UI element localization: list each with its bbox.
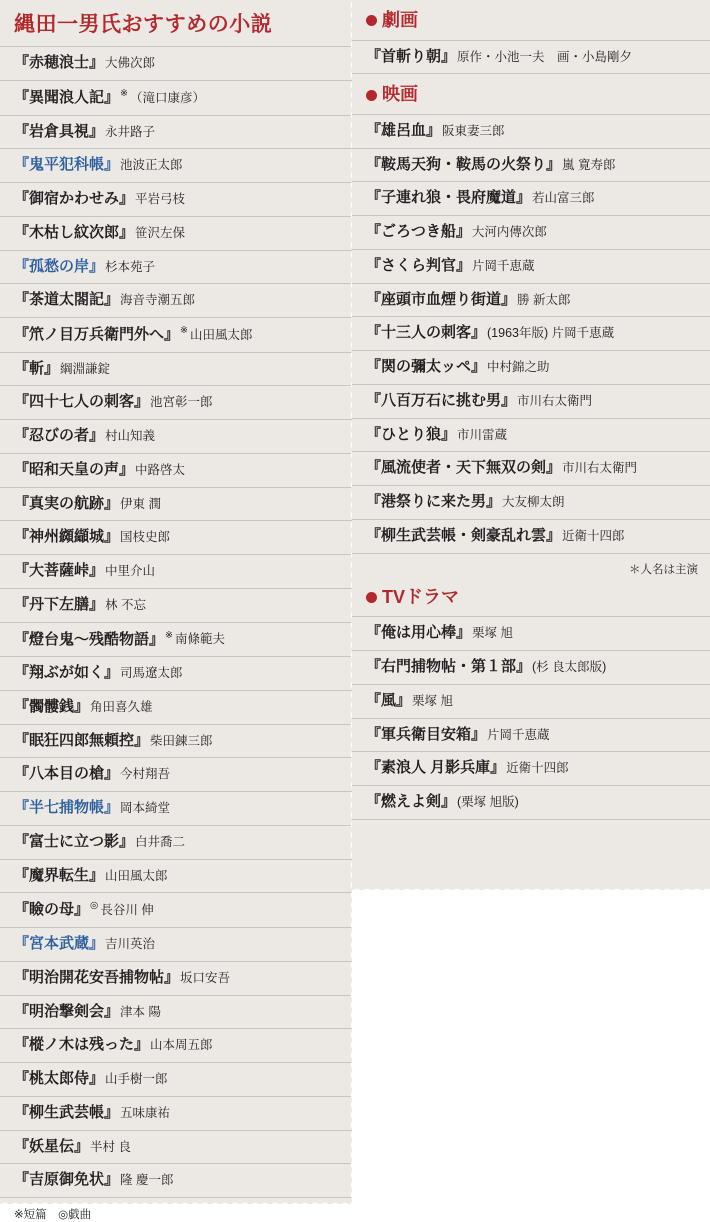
section-list [352, 40, 710, 75]
list-item [352, 148, 710, 182]
section-heading [352, 577, 710, 617]
work-title: 『鞍馬天狗・鞍馬の火祭り』 [366, 155, 562, 173]
list-item [0, 961, 352, 995]
work-title: 『首斬り朝』 [366, 47, 457, 65]
work-title: 『ひとり狼』 [366, 425, 457, 443]
torn-edge-bottom-left [0, 1198, 352, 1208]
work-author: 嵐 寛寿郎 [562, 157, 616, 172]
work-author: 南條範夫 [174, 632, 225, 647]
bullet-icon [366, 592, 377, 603]
list-item [0, 352, 352, 386]
work-author: 若山富三郎 [532, 191, 595, 206]
work-author: （滝口康彦） [129, 90, 205, 105]
list-item [0, 46, 352, 80]
work-title: 『座頭市血煙り街道』 [366, 290, 517, 308]
work-title: 『四十七人の刺客』 [14, 393, 150, 411]
work-title: 『半七捕物帳』 [14, 799, 120, 817]
work-author: 岡本綺堂 [120, 801, 171, 816]
work-title: 『桃太郎侍』 [14, 1070, 105, 1087]
work-title: 『魔界転生』 [14, 866, 105, 884]
section-list [352, 114, 710, 554]
work-title: 『八百万石に挑む男』 [366, 391, 517, 409]
list-item [0, 1028, 352, 1062]
list-item [0, 656, 352, 690]
work-author: 角田喜久雄 [90, 699, 153, 714]
list-item [0, 892, 352, 927]
work-author: 白井喬二 [135, 834, 186, 849]
list-item [0, 588, 352, 622]
list-item [352, 249, 710, 283]
work-title: 『眠狂四郎無頼控』 [14, 731, 150, 749]
list-item [352, 485, 710, 519]
work-title: 『燃えよ剣』 [366, 793, 457, 811]
list-item [0, 757, 352, 791]
work-author: 司馬遼太郎 [120, 666, 183, 681]
novel-list [0, 46, 352, 1198]
work-author: 柴田錬三郎 [150, 733, 213, 748]
work-title: 『右門捕物帖・第１部』 [366, 658, 532, 676]
work-author: 市川右太衛門 [517, 393, 593, 408]
list-item [0, 825, 352, 859]
work-author: 半村 良 [90, 1139, 131, 1154]
work-author: 林 不忘 [105, 597, 146, 612]
work-title: 『俺は用心棒』 [366, 624, 472, 642]
work-title: 『鬼平犯科帳』 [14, 156, 120, 174]
work-author: 山手樹一郎 [105, 1072, 168, 1086]
work-title: 『御宿かわせみ』 [14, 190, 135, 208]
work-title: 『木枯し紋次郎』 [14, 223, 135, 241]
work-title: 『さくら判官』 [366, 256, 472, 274]
right-column-content [352, 0, 710, 890]
work-title: 『燈台鬼〜残酷物語』 [14, 630, 165, 648]
work-author: 山田風太郎 [105, 868, 168, 883]
work-title: 『ごろつき船』 [366, 223, 471, 241]
list-item [352, 40, 710, 75]
work-author: 坂口安吾 [180, 970, 231, 985]
list-item [0, 283, 352, 317]
list-item [352, 350, 710, 384]
list-item [0, 791, 352, 825]
work-author: 近衛十四郎 [506, 761, 569, 776]
list-item [352, 316, 710, 350]
list-item [352, 418, 710, 452]
list-item [352, 451, 710, 485]
work-author: 伊東 潤 [120, 496, 161, 511]
work-title: 『忍びの者』 [14, 427, 105, 445]
work-mark: ※ [180, 325, 188, 337]
list-item [0, 724, 352, 758]
work-author: 五味康祐 [120, 1105, 171, 1120]
work-title: 『子連れ狼・畏府魔道』 [366, 189, 532, 207]
work-title: 『柳生武芸帳』 [14, 1103, 120, 1121]
work-author: 市川右太衛門 [562, 461, 638, 476]
work-author: 阪東妻三郎 [442, 123, 505, 138]
section-list [352, 616, 710, 820]
list-item [0, 1130, 352, 1164]
list-item [0, 115, 352, 149]
section-heading-label: TVドラマ [382, 586, 460, 607]
work-author: 中里介山 [105, 564, 156, 579]
list-item [0, 317, 352, 352]
list-item [0, 419, 352, 453]
right-column-panel [352, 0, 710, 890]
list-item [0, 216, 352, 250]
work-author: 片岡千恵蔵 [487, 727, 550, 742]
work-author: 栗塚 旭 [472, 626, 513, 641]
work-author: 綱淵謙錠 [60, 361, 111, 376]
work-title: 『宮本武蔵』 [14, 935, 105, 952]
work-author: 津本 陽 [120, 1004, 161, 1019]
work-author: 長谷川 伸 [100, 903, 154, 918]
list-item [0, 1096, 352, 1130]
work-title: 『港祭りに来た男』 [366, 493, 502, 511]
torn-edge-bottom-right [352, 884, 710, 894]
list-item [0, 1062, 352, 1096]
list-item [352, 684, 710, 718]
list-item [352, 114, 710, 148]
work-title: 『丹下左膳』 [14, 595, 105, 613]
work-author: 勝 新太郎 [517, 292, 571, 307]
work-author: 栗塚 旭 [412, 693, 453, 708]
list-item [0, 250, 352, 284]
work-title: 『神州纐纈城』 [14, 528, 120, 546]
list-item [0, 622, 352, 657]
work-author: 海音寺潮五郎 [120, 293, 196, 308]
list-item [352, 650, 710, 684]
list-item [352, 283, 710, 317]
work-title: 『岩倉具視』 [14, 122, 105, 140]
work-author: 近衛十四郎 [562, 528, 625, 543]
work-title: 『髑髏銭』 [14, 697, 90, 715]
work-title: 『柳生武芸帳・剣豪乱れ雲』 [366, 526, 562, 544]
list-item [352, 718, 710, 752]
section-heading-label: 劇画 [382, 10, 418, 30]
work-author: 中路啓太 [135, 462, 186, 477]
list-item [0, 148, 352, 182]
work-title: 『笊ノ目万兵衛門外へ』 [14, 325, 180, 343]
work-author: 村山知義 [105, 429, 156, 444]
work-title: 『雄呂血』 [366, 121, 442, 139]
section-heading-label: 映画 [382, 84, 418, 105]
list-item [352, 785, 710, 820]
work-title: 『大菩薩峠』 [14, 562, 105, 580]
work-title: 『瞼の母』 [14, 901, 90, 919]
work-title: 『十三人の刺客』 [366, 324, 487, 342]
work-title: 『軍兵衛目安箱』 [366, 725, 487, 743]
work-title: 『明治開花安吾捕物帖』 [14, 968, 180, 986]
work-title: 『斬』 [14, 359, 60, 377]
left-column-content [0, 0, 352, 1221]
list-item [0, 182, 352, 216]
work-author: 大友柳太朗 [502, 495, 565, 510]
work-title: 『茶道太閤記』 [14, 291, 120, 309]
list-item [0, 995, 352, 1029]
list-item [352, 384, 710, 418]
bullet-icon [366, 15, 377, 26]
section-note: ＊人名は主演 [629, 563, 698, 576]
list-item [0, 453, 352, 487]
work-title: 『樅ノ木は残った』 [14, 1036, 150, 1054]
list-item [0, 554, 352, 588]
list-item [0, 1163, 352, 1198]
left-column-panel [0, 0, 352, 1221]
work-author: 国枝史郎 [120, 530, 171, 545]
work-author: 大河内傳次郎 [471, 225, 547, 240]
page-title: 縄田一男氏おすすめの小説 [14, 13, 273, 36]
work-title: 『風流使者・天下無双の剣』 [366, 459, 562, 477]
work-title: 『風』 [366, 691, 412, 709]
work-author: 隆 慶一郎 [120, 1173, 174, 1188]
work-author: 市川雷蔵 [457, 427, 508, 442]
work-author: 笹沢左保 [135, 225, 186, 240]
work-author: 大佛次郎 [105, 56, 156, 71]
work-title: 『八本目の槍』 [14, 765, 120, 783]
work-title: 『昭和天皇の声』 [14, 460, 135, 478]
work-title: 『翔ぶが如く』 [14, 664, 120, 682]
work-title: 『素浪人 月影兵庫』 [366, 759, 506, 777]
list-item [352, 215, 710, 249]
work-title: 『異聞浪人記』 [14, 88, 120, 106]
work-author: 片岡千恵蔵 [472, 258, 535, 273]
work-author: 平岩弓枝 [135, 192, 186, 207]
work-author: 池波正太郎 [120, 158, 183, 173]
list-item [0, 80, 352, 115]
left-footnote: ※短篇 ◎戯曲 [14, 1209, 92, 1221]
work-author: 吉川英治 [105, 937, 156, 951]
work-title: 『明治撃剣会』 [14, 1002, 120, 1020]
bullet-icon [366, 90, 377, 101]
list-item [0, 927, 352, 961]
work-author: 池宮彰一郎 [150, 395, 213, 410]
work-title: 『関の彌太ッペ』 [366, 358, 487, 376]
work-author: 杉本苑子 [105, 259, 156, 274]
list-item [0, 487, 352, 521]
list-item [0, 690, 352, 724]
section-heading [352, 0, 710, 40]
list-item [352, 751, 710, 785]
list-item [352, 519, 710, 554]
work-title: 『真実の航跡』 [14, 494, 120, 512]
list-item [0, 859, 352, 893]
work-mark: ※ [165, 629, 173, 641]
section-heading [352, 74, 710, 114]
work-title: 『富士に立つ影』 [14, 832, 135, 850]
work-author: 原作・小池一夫 画・小島剛夕 [457, 49, 633, 64]
work-author: (杉 良太郎版) [532, 660, 607, 675]
work-author: 今村翔吾 [120, 767, 171, 782]
work-author: 中村錦之助 [487, 360, 550, 375]
list-item [0, 385, 352, 419]
work-author: (1963年版) 片岡千恵蔵 [487, 326, 615, 341]
work-mark: ※ [120, 87, 128, 99]
list-item [352, 616, 710, 650]
work-mark: ◎ [90, 900, 99, 912]
work-title: 『孤愁の岸』 [14, 257, 105, 275]
work-title: 『吉原御免状』 [14, 1171, 120, 1189]
work-author: 山田風太郎 [189, 327, 253, 342]
work-author: (栗塚 旭版) [457, 795, 519, 810]
work-author: 永井路子 [105, 124, 156, 139]
work-author: 山本周五郎 [150, 1038, 213, 1053]
work-title: 『赤穂浪士』 [14, 54, 105, 72]
list-item [352, 181, 710, 215]
work-title: 『妖星伝』 [14, 1137, 90, 1155]
list-item [0, 520, 352, 554]
